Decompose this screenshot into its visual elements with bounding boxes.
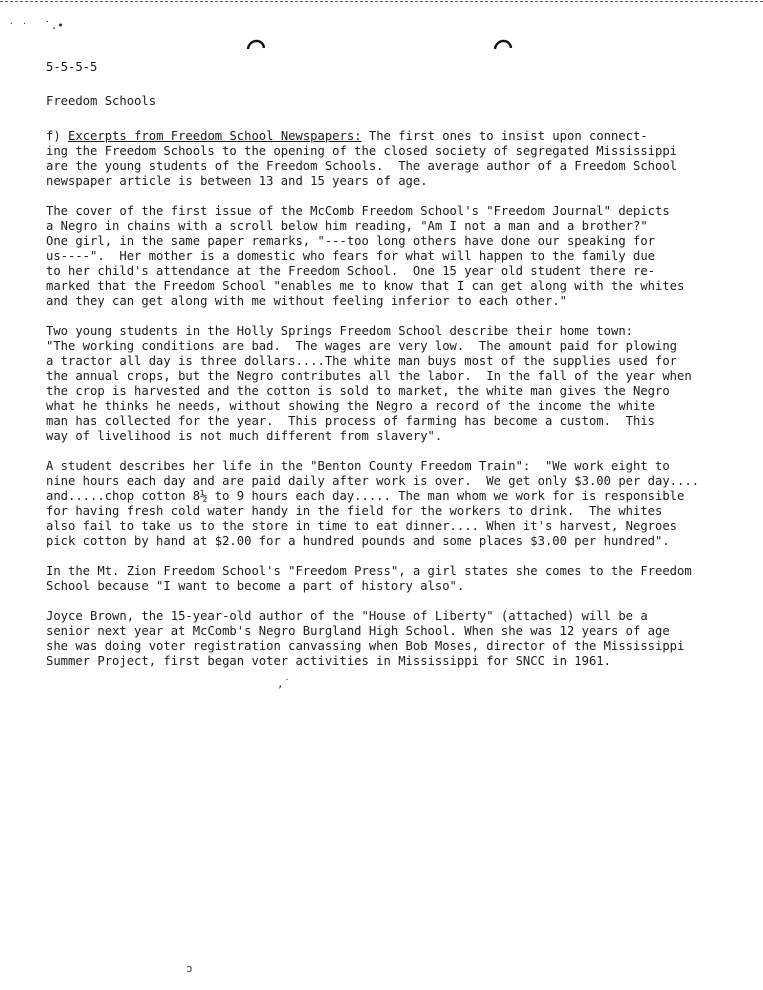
text-line: The first ones to insist upon connect- bbox=[361, 129, 648, 143]
text-line: a tractor all day is three dollars....The white man buys most of the supplies used for bbox=[46, 354, 678, 368]
text-line: man has collected for the year. This process of farming has become a custom. This bbox=[46, 414, 656, 428]
paragraph-freedom-journal bbox=[46, 204, 746, 309]
text-line: Joyce Brown, the 15-year-old author of the "House of Liberty" (attached) will be a bbox=[46, 609, 648, 623]
scan-speck: ˙.• bbox=[44, 19, 64, 32]
paragraph-holly-springs bbox=[46, 324, 746, 444]
text-line: Summer Project, first began voter activities in Mississippi for SNCC in 1961. bbox=[46, 654, 611, 668]
text-line: way of livelihood is not much different from slavery". bbox=[46, 429, 443, 443]
text-line: for having fresh cold water handy in the field for the workers to drink. The whites bbox=[46, 504, 663, 518]
text-line: also fail to take us to the store in time to eat dinner.... When it's harvest, Negroes bbox=[46, 519, 678, 533]
section-title: Freedom Schools bbox=[46, 94, 157, 108]
text-line: In the Mt. Zion Freedom School's "Freedom Press", a girl states she comes to the Freedom bbox=[46, 564, 692, 578]
text-line: and.....chop cotton 8½ to 9 hours each day..... The man whom we work for is responsible bbox=[46, 489, 685, 503]
excerpts-heading: Excerpts from Freedom School Newspapers: bbox=[68, 129, 362, 143]
text-line: and they can get along with me without feeling inferior to each other." bbox=[46, 294, 567, 308]
text-line: marked that the Freedom School "enables me to know that I can get along with the whites bbox=[46, 279, 685, 293]
text-line: "The working conditions are bad. The wages are very low. The amount paid for plowing bbox=[46, 339, 678, 353]
paragraph-mt-zion bbox=[46, 564, 746, 594]
text-line: pick cotton by hand at $2.00 for a hundred pounds and some places $3.00 per hundred". bbox=[46, 534, 670, 548]
text-line: nine hours each day and are paid daily after work is over. We get only $3.00 per day.... bbox=[46, 474, 700, 488]
text-line: to her child's attendance at the Freedom School. One 15 year old student there re- bbox=[46, 264, 656, 278]
paragraph-excerpts-intro bbox=[46, 129, 746, 189]
paragraph-joyce-brown bbox=[46, 609, 746, 669]
text-line: are the young students of the Freedom Schools. The average author of a Freedom School bbox=[46, 159, 678, 173]
binder-hole-mark bbox=[246, 36, 266, 50]
text-line: the crop is harvested and the cotton is sold to market, the white man gives the Negro bbox=[46, 384, 670, 398]
text-line: One girl, in the same paper remarks, "---too long others have done our speaking for bbox=[46, 234, 656, 248]
text-line: Two young students in the Holly Springs Freedom School describe their home town: bbox=[46, 324, 633, 338]
text-line: A student describes her life in the "Benton County Freedom Train": "We work eight to bbox=[46, 459, 670, 473]
paragraph-benton-county bbox=[46, 459, 746, 549]
text-line: ing the Freedom Schools to the opening of the closed society of segregated Mississippi bbox=[46, 144, 678, 158]
text-line: she was doing voter registration canvassing when Bob Moses, director of the Mississippi bbox=[46, 639, 685, 653]
text-line: The cover of the first issue of the McComb Freedom School's "Freedom Journal" depicts bbox=[46, 204, 670, 218]
document-body bbox=[46, 60, 746, 684]
scan-speck: ˙ ˙ bbox=[8, 21, 28, 34]
text-line: what he thinks he needs, without showing the Negro a record of the income the white bbox=[46, 399, 656, 413]
text-line: us----". Her mother is a domestic who fears for what will happen to the family due bbox=[46, 249, 656, 263]
text-line: School because "I want to become a part of history also". bbox=[46, 579, 465, 593]
text-line: newspaper article is between 13 and 15 years of age. bbox=[46, 174, 428, 188]
document-reference: 5-5-5-5 bbox=[46, 60, 98, 74]
binder-hole-mark bbox=[493, 36, 513, 50]
text-line: the annual crops, but the Negro contributes all the labor. In the fall of the year when bbox=[46, 369, 692, 383]
scan-speck: ɔ bbox=[186, 962, 193, 975]
scan-speck: ,˙ bbox=[277, 677, 291, 690]
text-line: a Negro in chains with a scroll below him reading, "Am I not a man and a brother?" bbox=[46, 219, 648, 233]
top-dashed-border bbox=[0, 1, 763, 2]
item-label: f) bbox=[46, 129, 61, 143]
text-line: senior next year at McComb's Negro Burgland High School. When she was 12 years of age bbox=[46, 624, 670, 638]
